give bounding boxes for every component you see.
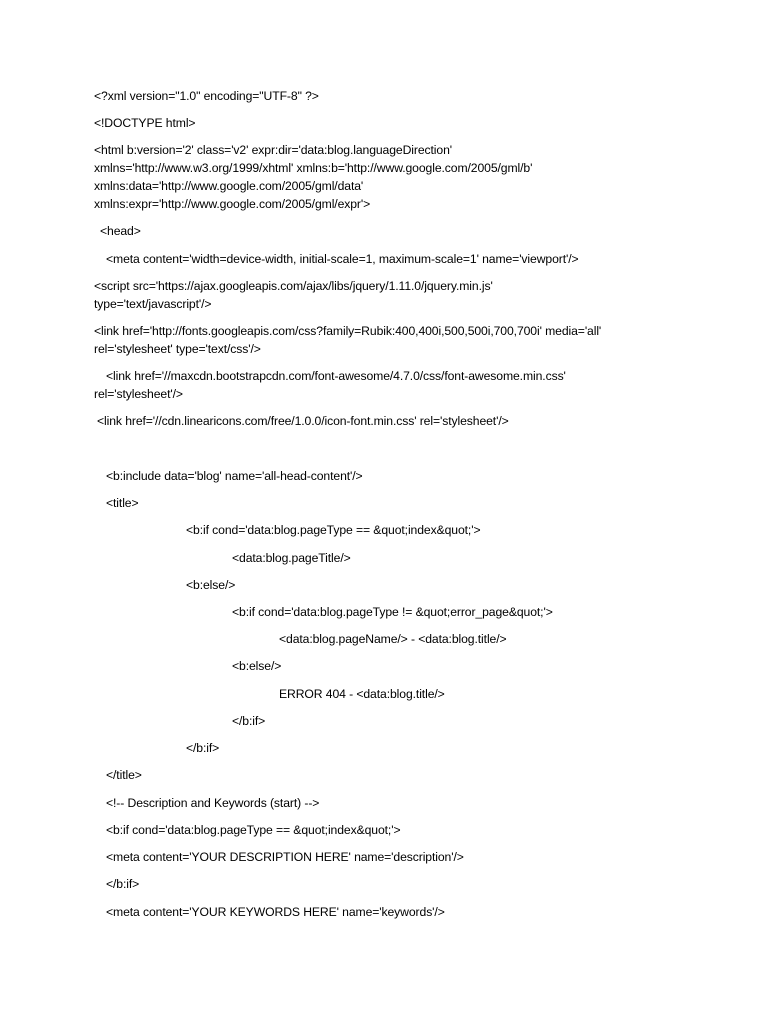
code-line: <link href='//cdn.linearicons.com/free/1.0.0/icon-font.min.css' rel='stylesheet'/>: [97, 414, 509, 428]
code-line: <link href='http://fonts.googleapis.com/css?family=Rubik:400,400i,500,500i,700,700i' media='all': [94, 324, 602, 338]
code-line: <data:blog.pageName/> - <data:blog.title/>: [279, 632, 507, 646]
code-line: </title>: [106, 768, 142, 782]
code-line: xmlns:data='http://www.google.com/2005/gml/data': [94, 179, 364, 193]
code-line: <!-- Description and Keywords (start) -->: [106, 796, 320, 810]
code-line: <b:if cond='data:blog.pageType == &quot;index&quot;'>: [106, 823, 401, 837]
code-line: <script src='https://ajax.googleapis.com/ajax/libs/jquery/1.11.0/jquery.min.js': [94, 279, 493, 293]
code-line: <title>: [106, 496, 139, 510]
code-line: <!DOCTYPE html>: [94, 116, 196, 130]
code-line: type='text/javascript'/>: [94, 297, 212, 311]
code-line: <meta content='YOUR KEYWORDS HERE' name='keywords'/>: [106, 905, 445, 919]
code-line: ERROR 404 - <data:blog.title/>: [279, 687, 445, 701]
code-line: <meta content='width=device-width, initial-scale=1, maximum-scale=1' name='viewport'/>: [106, 252, 579, 266]
code-line: rel='stylesheet'/>: [94, 387, 183, 401]
code-line: <b:if cond='data:blog.pageType != &quot;error_page&quot;'>: [232, 605, 553, 619]
code-line: <?xml version="1.0" encoding="UTF-8" ?>: [94, 89, 319, 103]
code-line: rel='stylesheet' type='text/css'/>: [94, 342, 261, 356]
code-line: </b:if>: [186, 741, 220, 755]
code-line: <html b:version='2' class='v2' expr:dir='data:blog.languageDirection': [94, 143, 452, 157]
code-line: <data:blog.pageTitle/>: [232, 551, 351, 565]
code-line: <link href='//maxcdn.bootstrapcdn.com/font-awesome/4.7.0/css/font-awesome.min.css': [106, 369, 566, 383]
code-line: <b:if cond='data:blog.pageType == &quot;index&quot;'>: [186, 523, 481, 537]
code-line: xmlns:expr='http://www.google.com/2005/gml/expr'>: [94, 197, 371, 211]
code-line: xmlns='http://www.w3.org/1999/xhtml' xmlns:b='http://www.google.com/2005/gml/b': [94, 161, 533, 175]
code-line: <b:include data='blog' name='all-head-content'/>: [106, 469, 363, 483]
code-line: <head>: [100, 224, 141, 238]
code-line: <b:else/>: [186, 578, 236, 592]
code-line: </b:if>: [232, 714, 266, 728]
code-line: <meta content='YOUR DESCRIPTION HERE' name='description'/>: [106, 850, 464, 864]
code-line: </b:if>: [106, 877, 140, 891]
code-line: <b:else/>: [232, 659, 282, 673]
